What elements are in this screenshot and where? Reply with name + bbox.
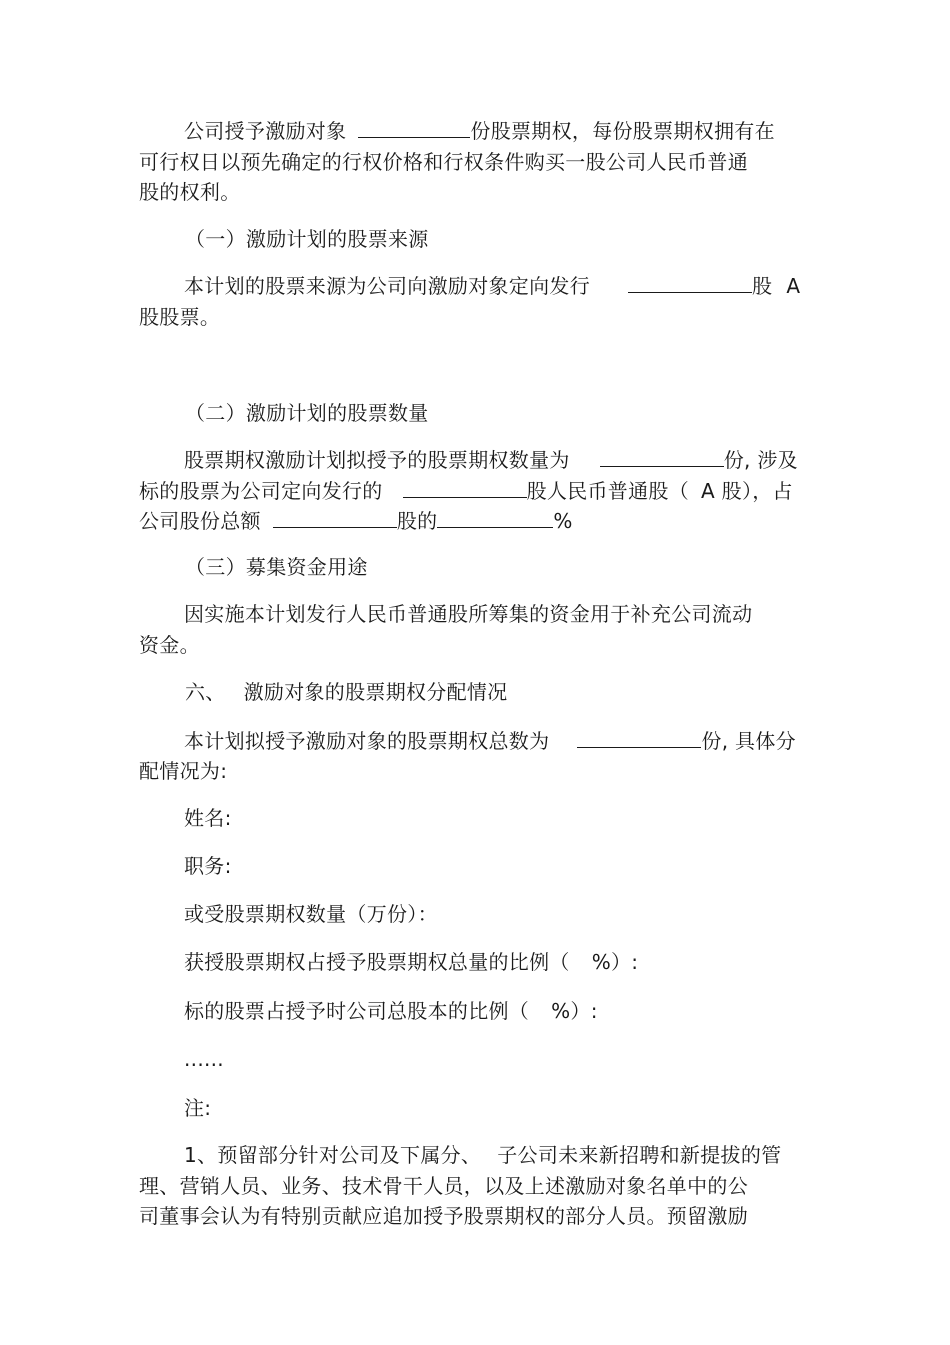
p2-line2: 股股票。 xyxy=(139,305,221,329)
p6-text-a: 1、预留部分针对公司及下属分、 xyxy=(184,1143,482,1167)
section-six-number: 六、 xyxy=(185,680,226,704)
p3-text-c: 标的股票为公司定向发行的 xyxy=(139,479,383,503)
heading-stock-quantity: （二）激励计划的股票数量 xyxy=(185,401,429,425)
p6-line3: 司董事会认为有特别贡献应追加授予股票期权的部分人员。预留激励 xyxy=(139,1204,748,1228)
p3-line3 xyxy=(139,509,573,533)
p3-text-h: % xyxy=(553,509,573,533)
p4-line2: 资金。 xyxy=(139,633,200,657)
p3-text-b: 份, 涉及 xyxy=(723,448,798,472)
total-options-blank xyxy=(577,729,701,748)
p3-text-a: 股票期权激励计划拟授予的股票期权数量为 xyxy=(184,448,570,472)
option-quantity-blank xyxy=(600,448,724,467)
ratio-capital-suffix: %）: xyxy=(551,999,598,1023)
p5-text-b: 份, 具体分 xyxy=(701,729,796,753)
field-ratio-total-label xyxy=(184,950,638,974)
p3-text-f: 公司股份总额 xyxy=(139,509,261,533)
section-six-heading xyxy=(185,680,508,704)
p5-line1 xyxy=(184,729,796,753)
field-title-label: 职务: xyxy=(184,854,232,878)
p6-line2: 理、营销人员、业务、技术骨干人员，以及上述激励对象名单中的公 xyxy=(139,1174,748,1198)
p5-line2: 配情况为: xyxy=(139,759,228,783)
note-label: 注: xyxy=(184,1096,212,1120)
p6-text-b: 子公司未来新招聘和新提拔的管 xyxy=(497,1143,782,1167)
p6-line1 xyxy=(184,1143,781,1167)
p3-line1 xyxy=(184,448,798,472)
heading-fund-usage: （三）募集资金用途 xyxy=(185,555,368,579)
issue-shares-blank xyxy=(628,274,752,293)
p2-text-a: 本计划的股票来源为公司向激励对象定向发行 xyxy=(184,274,590,298)
p3-text-g: 股的 xyxy=(396,509,438,533)
p1-text-a: 公司授予激励对象 xyxy=(184,119,347,143)
p4-line1: 因实施本计划发行人民币普通股所筹集的资金用于补充公司流动 xyxy=(184,602,753,626)
ratio-total-suffix: %）: xyxy=(591,950,639,974)
p1-line1 xyxy=(184,119,775,143)
field-quantity-label: 或受股票期权数量（万份）： xyxy=(184,902,438,926)
target-shares-blank xyxy=(403,479,527,498)
p3-text-d: 股人民币普通股（ xyxy=(526,479,690,503)
ratio-capital-text: 标的股票占授予时公司总股本的比例（ xyxy=(184,999,530,1023)
grant-quantity-blank xyxy=(358,119,470,138)
p2-line1 xyxy=(184,274,800,298)
percent-blank xyxy=(437,509,553,528)
p2-text-b: 股 xyxy=(752,274,773,298)
p1-line2: 可行权日以预先确定的行权价格和行权条件购买一股公司人民币普通 xyxy=(139,150,748,174)
p3-line2 xyxy=(139,479,793,503)
section-six-title: 激励对象的股票期权分配情况 xyxy=(243,680,508,704)
p2-text-c: A xyxy=(786,274,801,298)
field-name-label: 姓名: xyxy=(184,806,232,830)
ellipsis: ...... xyxy=(184,1047,224,1071)
p1-text-b: 份股票期权，每份股票期权拥有在 xyxy=(470,119,775,143)
field-ratio-capital-label xyxy=(184,999,598,1023)
ratio-total-text: 获授股票期权占授予股票期权总量的比例（ xyxy=(184,950,570,974)
p1-line3: 股的权利。 xyxy=(139,180,241,204)
total-shares-blank xyxy=(273,509,397,528)
p5-text-a: 本计划拟授予激励对象的股票期权总数为 xyxy=(184,729,550,753)
heading-stock-source: （一）激励计划的股票来源 xyxy=(185,227,429,251)
p3-text-e: A 股），占 xyxy=(701,479,793,503)
